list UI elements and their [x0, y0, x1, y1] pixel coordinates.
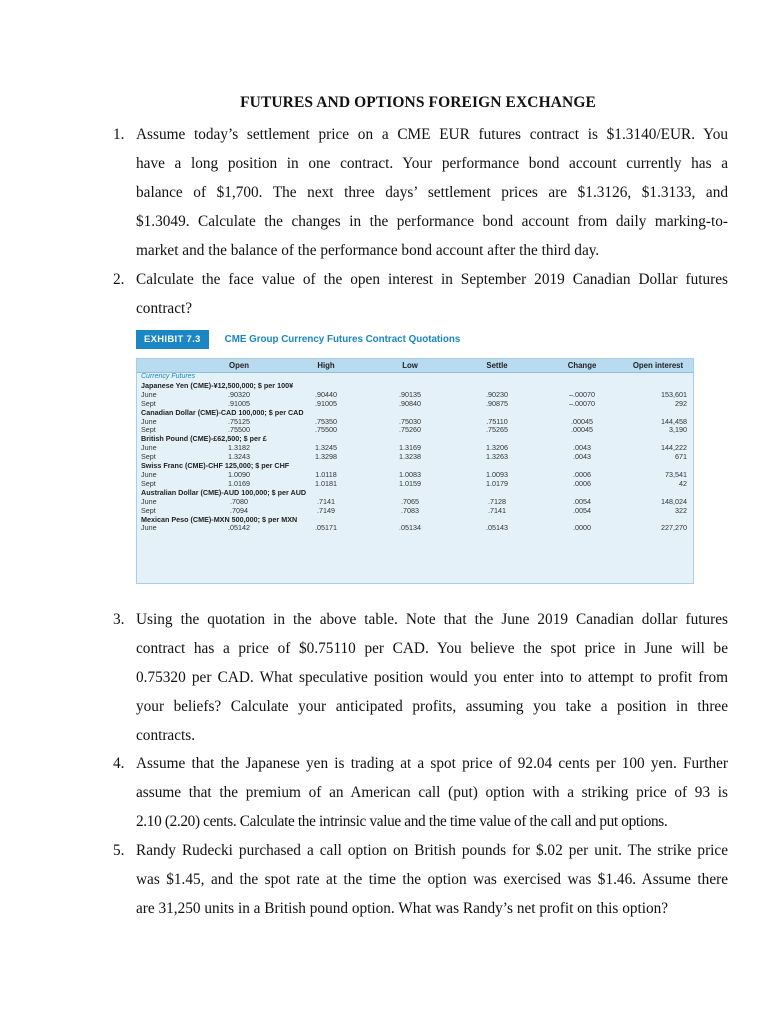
table-row	[137, 524, 693, 533]
question-line: Randy Rudecki purchased a call option on British pounds for $.02 per unit. The strike price	[136, 842, 728, 859]
row-month: Sept	[141, 398, 156, 408]
question-line: was $1.45, and the spot rate at the time the option was exercised was $1.46. Assume there	[136, 871, 728, 888]
exhibit-title: CME Group Currency Futures Contract Quotations	[224, 334, 461, 345]
question-3	[113, 605, 728, 750]
contract-section-label: Swiss Franc (CME)-CHF 125,000; $ per CHF	[141, 461, 290, 471]
table-cell: .75110	[486, 416, 508, 426]
table-cell: .0006	[573, 469, 591, 479]
table-cell: 292	[675, 398, 687, 408]
question-line: $1.3049. Calculate the changes in the performance bond account from daily marking-to-	[136, 213, 728, 230]
row-month: June	[141, 523, 157, 533]
table-cell: .00045	[571, 425, 593, 435]
table-cell: 227,270	[661, 523, 687, 533]
table-cell: 73,541	[665, 469, 687, 479]
table-cell: 1.0181	[315, 478, 337, 488]
table-cell: .75500	[315, 425, 337, 435]
table-cell: 144,222	[661, 443, 687, 453]
table-cell: .91005	[315, 398, 337, 408]
table-cell: .90135	[399, 389, 421, 399]
table-header-row	[137, 359, 693, 373]
contract-section-label: British Pound (CME)-£62,500; $ per £	[141, 434, 267, 444]
row-month: June	[141, 443, 157, 453]
table-cell: .75350	[315, 416, 337, 426]
table-cell: 1.0169	[228, 478, 250, 488]
table-cell: .75265	[486, 425, 508, 435]
table-cell: –.00070	[569, 389, 595, 399]
contract-section-label: Mexican Peso (CME)-MXN 500,000; $ per MXN	[141, 514, 298, 524]
table-cell: .7083	[401, 505, 419, 515]
table-cell: .90440	[315, 389, 337, 399]
table-cell: 1.3245	[315, 443, 337, 453]
question-line: contracts.	[136, 727, 196, 744]
question-1	[113, 120, 728, 265]
table-cell: .7149	[317, 505, 335, 515]
question-line: your beliefs? Calculate your anticipated profits, assuming you take a position in three	[136, 698, 728, 715]
table-cell: .00045	[571, 416, 593, 426]
page-title: FUTURES AND OPTIONS FOREIGN EXCHANGE	[240, 94, 596, 111]
table-cell: 1.3182	[228, 443, 250, 453]
contract-section-label: Canadian Dollar (CME)-CAD 100,000; $ per CAD	[141, 407, 304, 417]
table-cell: 1.3243	[228, 452, 250, 462]
exhibit-badge: EXHIBIT 7.3	[136, 330, 209, 349]
row-month: Sept	[141, 478, 156, 488]
column-header: Change	[541, 359, 623, 373]
question-line: are 31,250 units in a British pound option. What was Randy’s net profit on this option?	[136, 900, 669, 917]
futures-quotations-table	[137, 359, 693, 533]
table-cell: 1.3263	[486, 452, 508, 462]
row-month: Sept	[141, 505, 156, 515]
exhibit-7-3	[136, 330, 692, 584]
row-month: June	[141, 496, 157, 506]
column-header: Low	[367, 359, 453, 373]
contract-section-label: Australian Dollar (CME)-AUD 100,000; $ per AUD	[141, 487, 307, 497]
question-line: contract has a price of $0.75110 per CAD. You believe the spot price in June will be	[136, 640, 728, 657]
question-line: Calculate the face value of the open interest in September 2019 Canadian Dollar futures	[136, 271, 728, 288]
table-cell: .0054	[573, 496, 591, 506]
table-cell: 148,024	[661, 496, 687, 506]
question-line: Assume that the Japanese yen is trading at a spot price of 92.04 cents per 100 yen. Further	[136, 755, 728, 772]
table-cell: 671	[675, 452, 687, 462]
question-2	[113, 265, 728, 323]
table-cell: .0054	[573, 505, 591, 515]
row-month: Sept	[141, 452, 156, 462]
table-cell: .05142	[228, 523, 250, 533]
table-cell: .0043	[573, 452, 591, 462]
column-header: Settle	[453, 359, 541, 373]
table-cell: 153,601	[661, 389, 687, 399]
exhibit-header	[136, 330, 692, 349]
table-cell: .90840	[399, 398, 421, 408]
question-4	[113, 749, 728, 836]
table-cell: 3,190	[669, 425, 687, 435]
table-cell: 1.0090	[228, 469, 250, 479]
table-cell: .7128	[488, 496, 506, 506]
question-number: 1.	[113, 126, 125, 143]
column-header	[137, 359, 193, 373]
table-cell: 1.3238	[399, 452, 421, 462]
table-cell: 1.0179	[486, 478, 508, 488]
table-cell: .91005	[228, 398, 250, 408]
table-cell: 144,458	[661, 416, 687, 426]
row-month: Sept	[141, 425, 156, 435]
row-month: June	[141, 389, 157, 399]
question-number: 4.	[113, 755, 125, 772]
table-cell: .75125	[228, 416, 250, 426]
table-cell: .75500	[228, 425, 250, 435]
column-header: Open interest	[623, 359, 693, 373]
table-cell: 1.3169	[399, 443, 421, 453]
table-cell: .05134	[399, 523, 421, 533]
contract-section-label: Japanese Yen (CME)-¥12,500,000; $ per 100¥	[141, 380, 294, 390]
question-line: have a long position in one contract. Your performance bond account currently has a	[136, 155, 728, 172]
table-cell: .7080	[230, 496, 248, 506]
table-cell: 1.0118	[315, 469, 337, 479]
table-body	[137, 373, 693, 534]
question-number: 5.	[113, 842, 125, 859]
table-cell: .75030	[399, 416, 421, 426]
table-cell: .0043	[573, 443, 591, 453]
category-label: Currency Futures	[141, 373, 196, 380]
table-cell: .90320	[228, 389, 250, 399]
table-cell: .0006	[573, 478, 591, 488]
question-line: 2.10 (2.20) cents. Calculate the intrinsic value and the time value of the call and put options.	[136, 813, 668, 830]
table-cell: .75260	[399, 425, 421, 435]
table-cell: .7065	[401, 496, 419, 506]
table-cell: 1.3206	[486, 443, 508, 453]
question-number: 3.	[113, 611, 125, 628]
row-month: June	[141, 469, 157, 479]
table-cell: .7094	[230, 505, 248, 515]
table-cell: .05143	[486, 523, 508, 533]
table-cell: .05171	[315, 523, 337, 533]
question-line: Using the quotation in the above table. Note that the June 2019 Canadian dollar futures	[136, 611, 728, 628]
table-cell: 1.0083	[399, 469, 421, 479]
table-cell: 322	[675, 505, 687, 515]
table-cell: .0000	[573, 523, 591, 533]
table-cell: .7141	[317, 496, 335, 506]
table-cell: 42	[679, 478, 687, 488]
question-line: market and the balance of the performance bond account after the third day.	[136, 242, 600, 259]
question-line: contract?	[136, 300, 193, 317]
table-cell: .90230	[486, 389, 508, 399]
table-cell: –.00070	[569, 398, 595, 408]
question-line: balance of $1,700. The next three days’ settlement prices are $1.3126, $1.3133, and	[136, 184, 728, 201]
question-5	[113, 836, 728, 923]
table-cell: 1.0093	[486, 469, 508, 479]
question-line: 0.75320 per CAD. What speculative position would you enter into to attempt to profit from	[136, 669, 728, 686]
column-header: High	[285, 359, 367, 373]
table-cell: 1.3298	[315, 452, 337, 462]
table-cell: 1.0159	[399, 478, 421, 488]
question-line: Assume today’s settlement price on a CME EUR futures contract is $1.3140/EUR. You	[136, 126, 728, 143]
column-header: Open	[193, 359, 285, 373]
exhibit-table-frame	[136, 358, 694, 584]
question-number: 2.	[113, 271, 125, 288]
row-month: June	[141, 416, 157, 426]
table-cell: .7141	[488, 505, 506, 515]
question-line: assume that the premium of an American call (put) option with a striking price of 93 is	[136, 784, 728, 801]
table-cell: .90875	[486, 398, 508, 408]
